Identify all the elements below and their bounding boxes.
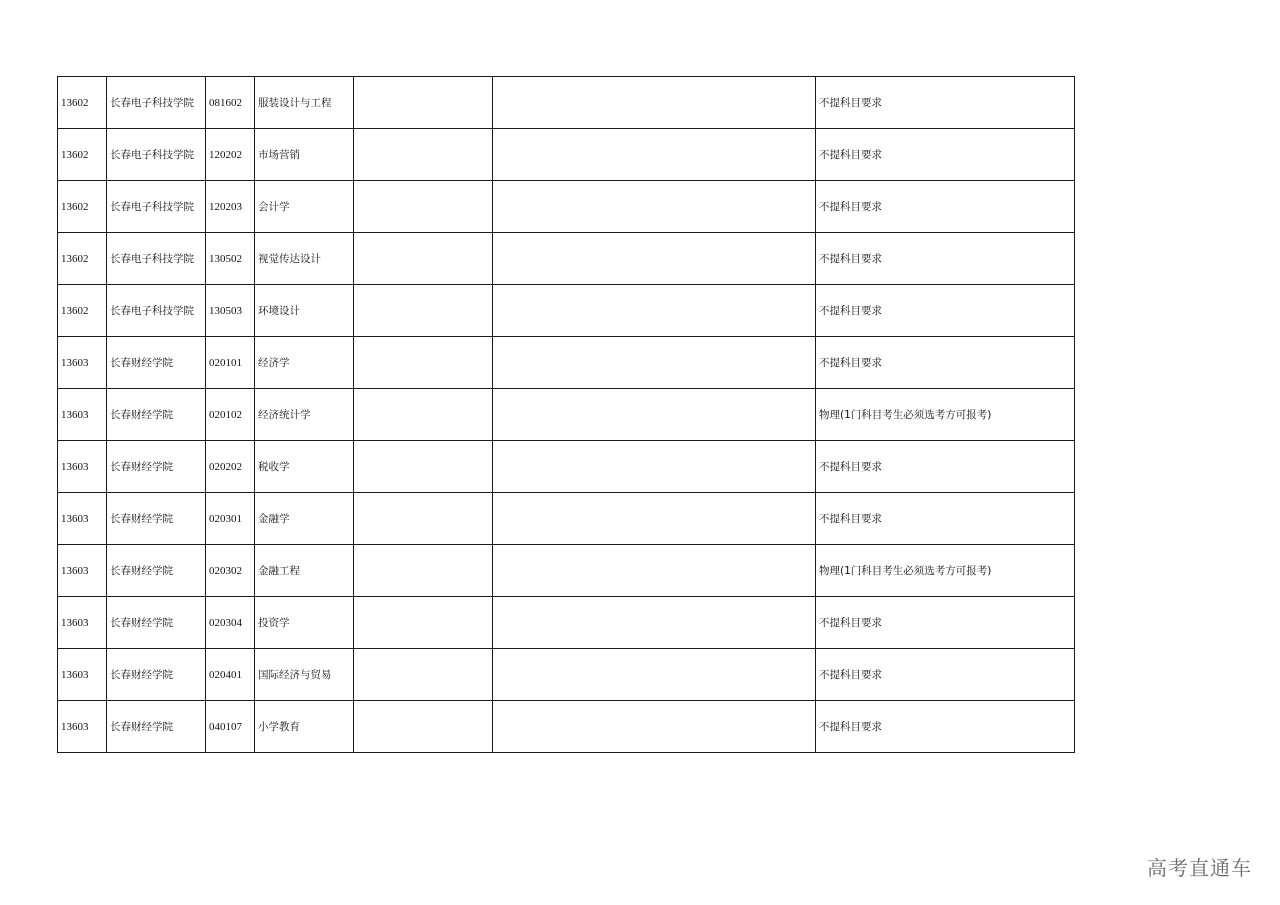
major-name-cell: 会计学 <box>255 181 354 233</box>
empty-cell <box>354 233 493 285</box>
subject-requirement-cell: 不提科目要求 <box>816 181 1075 233</box>
table-row <box>58 233 1075 285</box>
school-name-cell: 长春财经学院 <box>107 337 206 389</box>
school-code-cell: 13603 <box>58 337 107 389</box>
empty-cell <box>493 441 816 493</box>
table-row <box>58 337 1075 389</box>
table-row <box>58 649 1075 701</box>
school-code-cell: 13602 <box>58 285 107 337</box>
major-code-cell: 020302 <box>206 545 255 597</box>
major-name-cell: 市场营销 <box>255 129 354 181</box>
school-code-cell: 13603 <box>58 597 107 649</box>
school-code-cell: 13602 <box>58 233 107 285</box>
major-code-cell: 020301 <box>206 493 255 545</box>
major-code-cell: 120203 <box>206 181 255 233</box>
major-code-cell: 120202 <box>206 129 255 181</box>
table-row <box>58 597 1075 649</box>
major-name-cell: 投资学 <box>255 597 354 649</box>
school-name-cell: 长春财经学院 <box>107 493 206 545</box>
major-name-cell: 经济学 <box>255 337 354 389</box>
table-row <box>58 389 1075 441</box>
school-name-cell: 长春财经学院 <box>107 649 206 701</box>
subject-requirement-cell: 物理(1门科目考生必须选考方可报考) <box>816 389 1075 441</box>
empty-cell <box>354 389 493 441</box>
school-name-cell: 长春电子科技学院 <box>107 285 206 337</box>
major-name-cell: 视觉传达设计 <box>255 233 354 285</box>
empty-cell <box>493 649 816 701</box>
school-code-cell: 13603 <box>58 545 107 597</box>
major-name-cell: 金融学 <box>255 493 354 545</box>
major-name-cell: 金融工程 <box>255 545 354 597</box>
table-row <box>58 285 1075 337</box>
table-row <box>58 129 1075 181</box>
school-name-cell: 长春电子科技学院 <box>107 129 206 181</box>
major-name-cell: 经济统计学 <box>255 389 354 441</box>
empty-cell <box>493 285 816 337</box>
school-name-cell: 长春电子科技学院 <box>107 77 206 129</box>
major-code-cell: 020401 <box>206 649 255 701</box>
empty-cell <box>493 233 816 285</box>
table-row <box>58 441 1075 493</box>
empty-cell <box>493 337 816 389</box>
subject-requirement-cell: 不提科目要求 <box>816 77 1075 129</box>
school-code-cell: 13603 <box>58 701 107 753</box>
school-name-cell: 长春电子科技学院 <box>107 181 206 233</box>
subject-requirement-cell: 不提科目要求 <box>816 701 1075 753</box>
school-name-cell: 长春财经学院 <box>107 701 206 753</box>
empty-cell <box>354 181 493 233</box>
subject-requirement-cell: 不提科目要求 <box>816 493 1075 545</box>
school-name-cell: 长春财经学院 <box>107 545 206 597</box>
school-code-cell: 13602 <box>58 129 107 181</box>
school-code-cell: 13603 <box>58 649 107 701</box>
subject-requirement-cell: 不提科目要求 <box>816 129 1075 181</box>
school-name-cell: 长春财经学院 <box>107 597 206 649</box>
major-name-cell: 小学教育 <box>255 701 354 753</box>
major-name-cell: 国际经济与贸易 <box>255 649 354 701</box>
school-code-cell: 13602 <box>58 181 107 233</box>
empty-cell <box>354 441 493 493</box>
major-name-cell: 服装设计与工程 <box>255 77 354 129</box>
school-code-cell: 13603 <box>58 441 107 493</box>
table-row <box>58 545 1075 597</box>
table-body <box>58 77 1075 753</box>
empty-cell <box>354 337 493 389</box>
empty-cell <box>493 493 816 545</box>
major-code-cell: 040107 <box>206 701 255 753</box>
watermark-text: 高考直通车 <box>1147 856 1252 880</box>
school-name-cell: 长春电子科技学院 <box>107 233 206 285</box>
subject-requirement-cell: 不提科目要求 <box>816 441 1075 493</box>
empty-cell <box>354 77 493 129</box>
major-name-cell: 税收学 <box>255 441 354 493</box>
empty-cell <box>354 285 493 337</box>
major-code-cell: 130502 <box>206 233 255 285</box>
empty-cell <box>354 649 493 701</box>
subject-requirement-cell: 不提科目要求 <box>816 233 1075 285</box>
empty-cell <box>354 597 493 649</box>
school-code-cell: 13602 <box>58 77 107 129</box>
subject-requirements-table <box>57 76 1075 753</box>
major-code-cell: 130503 <box>206 285 255 337</box>
empty-cell <box>493 545 816 597</box>
major-code-cell: 020202 <box>206 441 255 493</box>
table-row <box>58 493 1075 545</box>
major-name-cell: 环境设计 <box>255 285 354 337</box>
subject-requirement-cell: 不提科目要求 <box>816 285 1075 337</box>
school-name-cell: 长春财经学院 <box>107 441 206 493</box>
subject-requirement-cell: 不提科目要求 <box>816 337 1075 389</box>
empty-cell <box>354 493 493 545</box>
major-code-cell: 020101 <box>206 337 255 389</box>
major-code-cell: 020102 <box>206 389 255 441</box>
school-name-cell: 长春财经学院 <box>107 389 206 441</box>
empty-cell <box>493 181 816 233</box>
empty-cell <box>354 129 493 181</box>
table-row <box>58 701 1075 753</box>
empty-cell <box>493 389 816 441</box>
empty-cell <box>493 597 816 649</box>
school-code-cell: 13603 <box>58 389 107 441</box>
table-row <box>58 77 1075 129</box>
subject-requirement-cell: 物理(1门科目考生必须选考方可报考) <box>816 545 1075 597</box>
school-code-cell: 13603 <box>58 493 107 545</box>
empty-cell <box>354 545 493 597</box>
table-row <box>58 181 1075 233</box>
subject-requirement-cell: 不提科目要求 <box>816 649 1075 701</box>
empty-cell <box>493 129 816 181</box>
empty-cell <box>354 701 493 753</box>
empty-cell <box>493 701 816 753</box>
major-code-cell: 020304 <box>206 597 255 649</box>
empty-cell <box>493 77 816 129</box>
major-code-cell: 081602 <box>206 77 255 129</box>
subject-requirement-cell: 不提科目要求 <box>816 597 1075 649</box>
